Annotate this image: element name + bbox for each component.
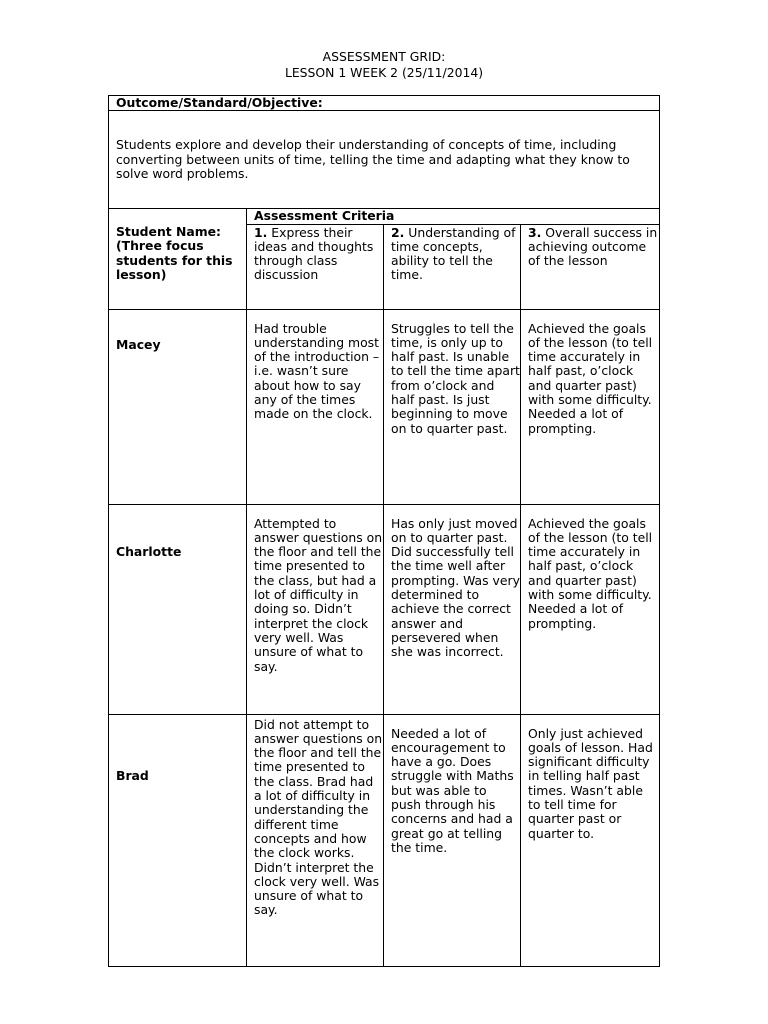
document-title (0, 50, 768, 82)
criterion-3-text: Overall success in achieving outcome of the lesson (528, 224, 658, 269)
outcome-text: Students explore and develop their understanding of concepts of time, including converting between units of time, telling the time and adapting what they know to solve word problems. (109, 111, 660, 209)
outcome-heading-row (109, 96, 660, 111)
outcome-text-row (109, 111, 660, 209)
student-criterion-2: Has only just moved on to quarter past. Did successfully tell the time well after prompting. Was very determined to achieve the correct answer and persevered when she was incorrect. (384, 504, 521, 714)
student-criterion-2: Needed a lot of encouragement to have a go. Does struggle with Maths but was able to push through his concerns and had a great go at telling the time. (384, 714, 521, 966)
criterion-1 (247, 224, 384, 309)
assessment-grid (108, 95, 660, 967)
criterion-3-number: 3. (528, 224, 542, 240)
criteria-heading-row (109, 209, 660, 224)
student-name-heading: Student Name: (Three focus students for this lesson) (109, 224, 247, 309)
criterion-2-text: Understanding of time concepts, ability to tell the time. (391, 224, 516, 283)
student-criterion-3: Achieved the goals of the lesson (to tell time accurately in half past, o’clock and quarter past) with some difficulty. Needed a lot of prompting. (521, 504, 660, 714)
title-line-1: ASSESSMENT GRID: (322, 49, 446, 64)
table-row (109, 309, 660, 504)
criterion-2-number: 2. (391, 224, 405, 240)
student-criterion-3: Only just achieved goals of lesson. Had significant difficulty in telling half past times. Wasn’t able to tell time for quarter past or quarter to. (521, 714, 660, 966)
student-criterion-1: Attempted to answer questions on the floor and tell the time presented to the class, but had a lot of difficulty in doing so. Didn’t interpret the clock very well. Was unsure of what to say. (247, 504, 384, 714)
student-criterion-3: Achieved the goals of the lesson (to tell time accurately in half past, o’clock and quarter past) with some difficulty. Needed a lot of prompting. (521, 309, 660, 504)
criterion-3 (521, 224, 660, 309)
table-row (109, 714, 660, 966)
criteria-heading: Assessment Criteria (247, 209, 660, 224)
student-name: Charlotte (109, 504, 247, 714)
criteria-row (109, 224, 660, 309)
table-row (109, 504, 660, 714)
criterion-1-number: 1. (254, 224, 268, 240)
student-criterion-1: Did not attempt to answer questions on the floor and tell the time presented to the class. Brad had a lot of difficulty in understanding the different time concepts and how the clock works. Didn’t interpret the clock very well. Was unsure of what to say. (247, 714, 384, 966)
criterion-2 (384, 224, 521, 309)
outcome-heading: Outcome/Standard/Objective: (109, 96, 660, 111)
criterion-1-text: Express their ideas and thoughts through class discussion (254, 224, 374, 283)
title-line-2: LESSON 1 WEEK 2 (25/11/2014) (284, 65, 484, 80)
student-criterion-1: Had trouble understanding most of the introduction – i.e. wasn’t sure about how to say any of the times made on the clock. (247, 309, 384, 504)
student-name: Macey (109, 309, 247, 504)
student-name: Brad (109, 714, 247, 966)
criteria-heading-spacer (109, 209, 247, 224)
student-criterion-2: Struggles to tell the time, is only up to half past. Is unable to tell the time apart from o’clock and half past. Is just beginning to move on to quarter past. (384, 309, 521, 504)
